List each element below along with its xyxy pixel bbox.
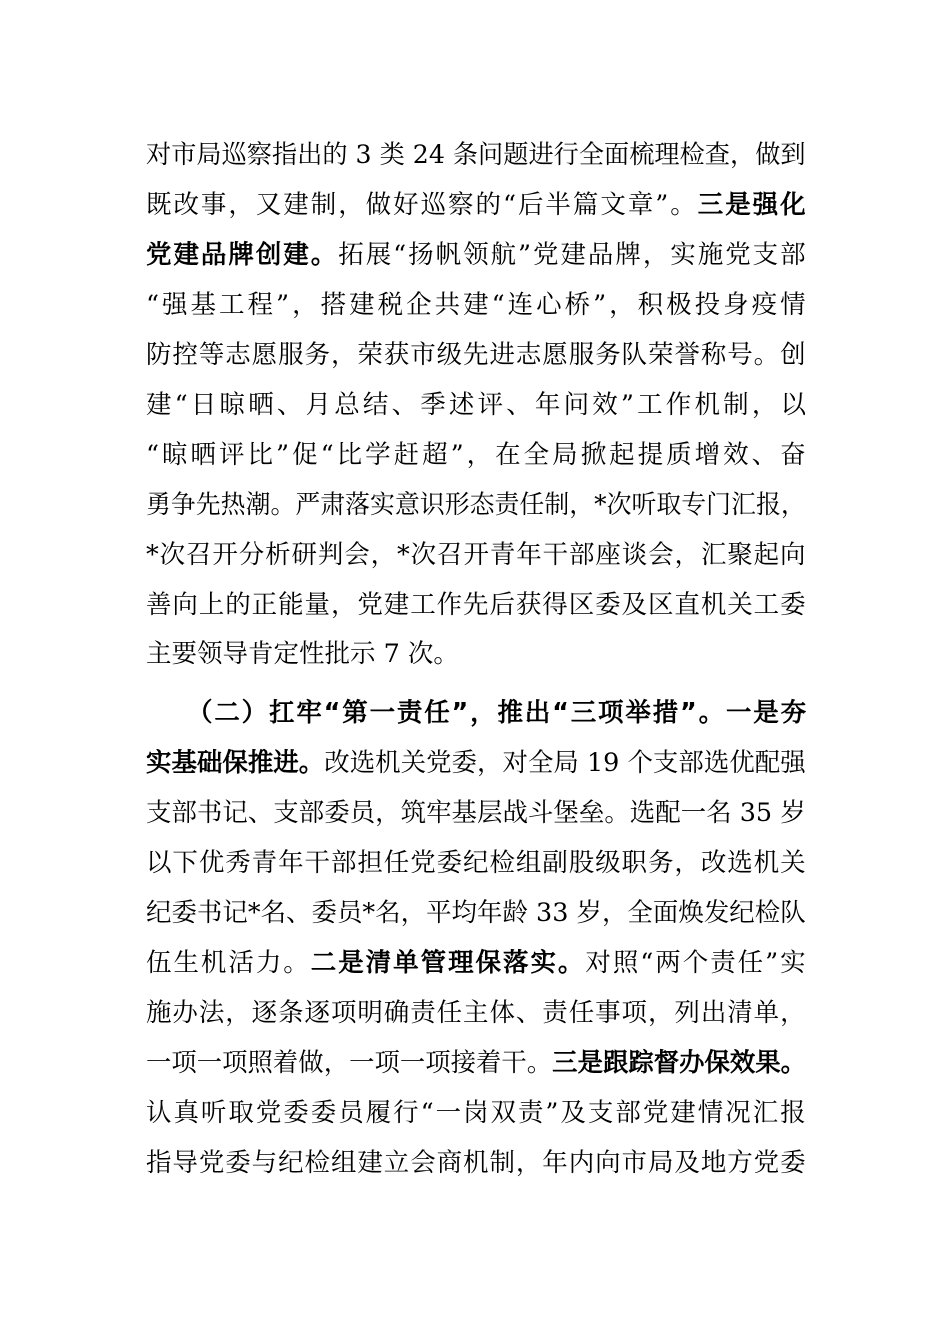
text-line <box>146 1095 808 1131</box>
text-line <box>146 487 806 523</box>
text-line <box>146 287 809 323</box>
text-line <box>146 845 807 881</box>
body-text: 施办法，逐条逐项明确责任主体、责任事项，列出清单， <box>146 998 807 1028</box>
bold-heading-text: 二是清单管理保落实。 <box>310 948 586 978</box>
text-line <box>146 387 809 423</box>
body-text: 对照“两个责任”实 <box>585 948 808 978</box>
body-text: 主要领导肯定性批示 7 次。 <box>146 639 459 669</box>
body-text: 勇争先热潮。严肃落实意识形态责任制，*次听取专门汇报， <box>146 490 806 520</box>
body-text: 建“日晾晒、月总结、季述评、年问效”工作机制，以 <box>146 390 810 420</box>
body-text: 支部书记、支部委员，筑牢基层战斗堡垒。选配一名 35 岁 <box>146 798 806 828</box>
bold-heading-text: （二）扛牢“第一责任”，推出“三项举措”。一是夯 <box>187 698 808 728</box>
body-text: 一项一项照着做，一项一项接着干。 <box>146 1048 553 1078</box>
text-line <box>146 895 806 931</box>
body-text: 拓展“扬帆领航”党建品牌，实施党支部 <box>338 240 808 270</box>
body-text: “晾晒评比”促“比学赶超”，在全局掀起提质增效、奋 <box>146 440 809 470</box>
text-line <box>146 187 808 223</box>
body-text: 防控等志愿服务，荣获市级先进志愿服务队荣誉称号。创 <box>146 340 807 370</box>
text-line <box>146 795 806 831</box>
text-line <box>146 695 808 731</box>
text-line <box>146 337 807 373</box>
text-line <box>146 945 808 981</box>
body-text: *次召开分析研判会，*次召开青年干部座谈会，汇聚起向 <box>146 540 807 570</box>
text-line <box>146 1145 807 1181</box>
bold-heading-text: 三是跟踪督办保效果。 <box>552 1048 807 1078</box>
bold-heading-text: 实基础保推进。 <box>146 748 325 778</box>
body-text: 既改事，又建制，做好巡察的“后半篇文章”。 <box>146 190 698 220</box>
body-text: 认真听取党委委员履行“一岗双责”及支部党建情况汇报 <box>146 1098 808 1128</box>
body-text: “强基工程”，搭建税企共建“连心桥”，积极投身疫情 <box>146 290 809 320</box>
bold-heading-text: 党建品牌创建。 <box>146 240 339 270</box>
body-text: 善向上的正能量，党建工作先后获得区委及区直机关工委 <box>146 590 807 620</box>
text-line <box>146 537 806 573</box>
text-line <box>146 636 459 672</box>
text-line <box>146 745 806 781</box>
body-text: 纪委书记*名、委员*名，平均年龄 33 岁，全面焕发纪检队 <box>146 898 806 928</box>
text-line <box>146 137 806 173</box>
body-text: 伍生机活力。 <box>146 948 311 978</box>
body-text: 以下优秀青年干部担任党委纪检组副股级职务，改选机关 <box>146 848 807 878</box>
body-text: 对市局巡察指出的 3 类 24 条问题进行全面梳理检查，做到 <box>146 140 806 170</box>
body-text: 指导党委与纪检组建立会商机制，年内向市局及地方党委 <box>146 1148 807 1178</box>
body-text: 改选机关党委，对全局 19 个支部选优配强 <box>324 748 806 778</box>
text-line <box>146 237 808 273</box>
text-line <box>146 437 809 473</box>
text-line <box>146 587 807 623</box>
text-line <box>146 995 807 1031</box>
bold-heading-text: 三是强化 <box>697 190 808 220</box>
text-line <box>146 1045 806 1081</box>
